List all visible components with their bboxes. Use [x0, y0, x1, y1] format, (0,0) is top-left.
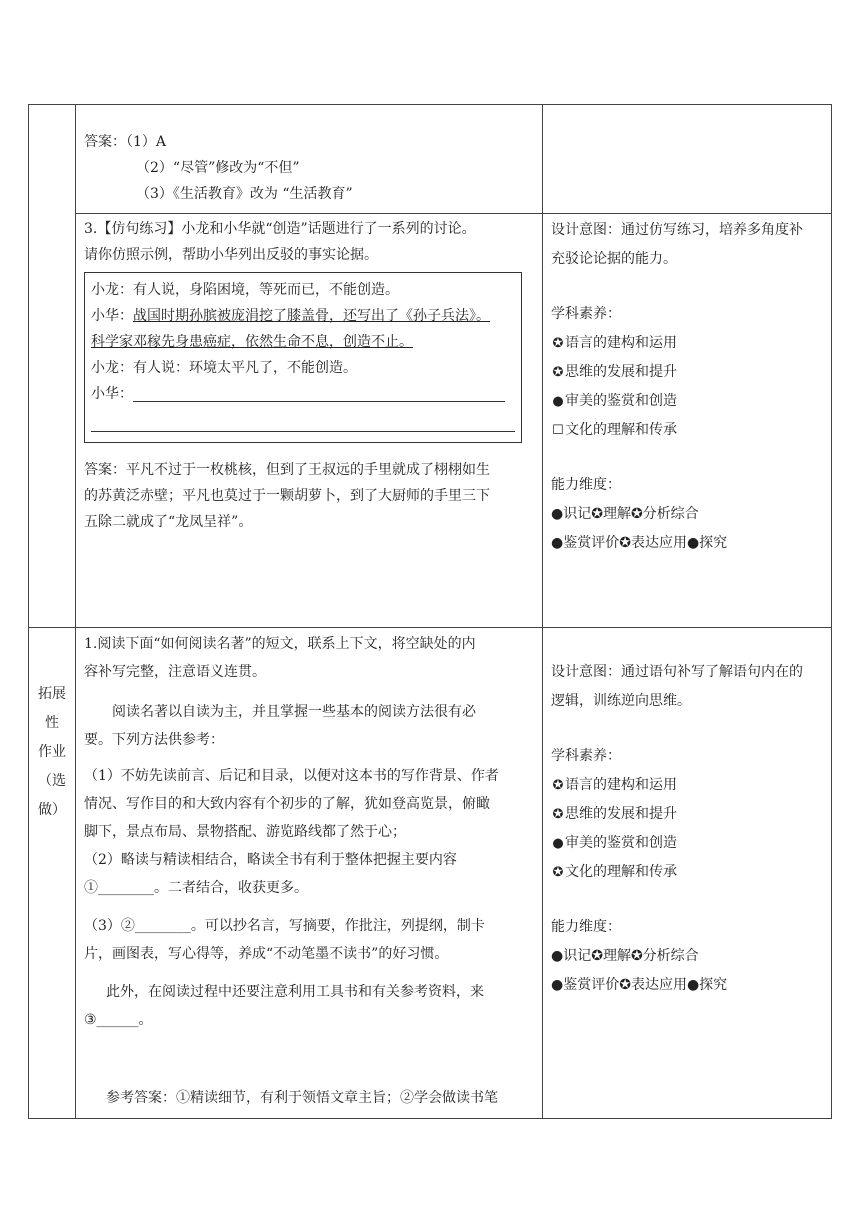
- literacy-item: ✪ 文化的理解和传承: [551, 858, 823, 887]
- answer-line: （3）《生活教育》改为 “生活教育”: [136, 186, 353, 202]
- side-cell-empty: [543, 105, 832, 214]
- question-text: 1.阅读下面“如何阅读名著”的短文，联系上下文，将空缺处的内: [84, 636, 476, 652]
- design-cell: [543, 628, 832, 1119]
- dialogue-box: [84, 272, 522, 443]
- question-cell: [76, 214, 543, 628]
- dialogue-line: 小龙：有人说，身陷困境，等死而已，不能创造。: [91, 282, 399, 298]
- literacy-title: 学科素养：: [551, 306, 621, 322]
- design-intent: 设计意图：通过仿写练习，培养多角度补: [551, 222, 803, 238]
- hollow-star-icon: ✪: [552, 778, 564, 793]
- answer-line: 答案：（1）A: [84, 134, 167, 150]
- category-label: 性: [45, 715, 59, 731]
- label-cell-empty: [29, 105, 76, 628]
- passage-text: 阅读名著以自读为主，并且掌握一些基本的阅读方法很有必: [112, 704, 476, 720]
- passage-text: 情况、写作目的和大致内容有个初步的了解，犹如登高览景，俯瞰: [84, 796, 490, 812]
- hollow-star-icon: ✪: [552, 336, 564, 351]
- answer-text: 的苏黄泛赤壁；平凡也莫过于一颗胡萝卜，到了大厨师的手里三下: [84, 488, 490, 504]
- ability-title: 能力维度：: [551, 477, 621, 493]
- question-text: 请你仿照示例，帮助小华列出反驳的事实论据。: [84, 247, 378, 263]
- dialogue-line: [91, 329, 515, 355]
- table-row: [29, 105, 832, 214]
- category-label: （选: [38, 773, 66, 789]
- passage-text: ①________。二者结合，收获更多。: [84, 880, 308, 896]
- passage-text: （3）②________。可以抄名言，写摘要，作批注，列提纲，制卡: [84, 918, 485, 934]
- design-intent: 设计意图：通过语句补写了解语句内在的: [551, 664, 803, 680]
- filled-circle-icon: ●: [552, 394, 564, 409]
- dialogue-line: [91, 381, 515, 407]
- answer-blank[interactable]: [133, 387, 505, 402]
- extension-question-cell: [76, 628, 543, 1119]
- answer-text: 五除二就成了“龙凤呈祥”。: [84, 514, 253, 530]
- literacy-item: ✪ 思维的发展和提升: [551, 358, 823, 387]
- design-intent: 充驳论论据的能力。: [551, 251, 677, 267]
- category-label: 拓展: [38, 686, 66, 702]
- category-label: 作业: [38, 744, 66, 760]
- dialogue-line: 小龙：有人说：环境太平凡了，不能创造。: [91, 360, 357, 376]
- table-row: [29, 214, 832, 628]
- answer-line: （2）“尽管”修改为“不但”: [136, 160, 300, 176]
- passage-text: 脚下，景点布局、景物搭配、游览路线都了然于心；: [84, 824, 406, 840]
- literacy-item: ✪ 语言的建构和运用: [551, 771, 823, 800]
- design-cell: [543, 214, 832, 628]
- answer-cell: [76, 105, 543, 214]
- literacy-title: 学科素养：: [551, 748, 621, 764]
- filled-circle-icon: ●: [552, 836, 564, 851]
- question-text: 容补写完整，注意语义连贯。: [84, 664, 266, 680]
- lesson-table: [28, 104, 832, 1119]
- underlined-text: 科学家邓稼先身患癌症，依然生命不息，创造不止。: [91, 334, 413, 350]
- category-label: 做）: [38, 802, 66, 818]
- ability-row: ●鉴赏评价✪表达应用●探究: [551, 535, 728, 551]
- literacy-item: ✪ 语言的建构和运用: [551, 329, 823, 358]
- literacy-item: ●审美的鉴赏和创造: [551, 829, 823, 858]
- ability-row: ●识记✪理解✪分析综合: [551, 506, 699, 522]
- hollow-star-icon: ✪: [552, 365, 564, 380]
- dialogue-line: [91, 303, 515, 329]
- speaker-label: 小华：: [91, 386, 133, 402]
- speaker-label: 小华：: [91, 308, 133, 324]
- passage-text: 此外，在阅读过程中还要注意利用工具书和有关参考资料，来: [106, 984, 484, 1000]
- passage-text: （2）略读与精读相结合，略读全书有利于整体把握主要内容: [84, 852, 457, 868]
- literacy-item: ✪ 思维的发展和提升: [551, 800, 823, 829]
- underlined-text: 战国时期孙膑被庞涓挖了膝盖骨，还写出了《孙子兵法》。: [133, 308, 490, 324]
- question-text: 3.【仿句练习】小龙和小华就“创造”话题进行了一系列的讨论。: [84, 221, 476, 237]
- reference-answer: 参考答案：①精读细节，有利于领悟文章主旨；②学会做读书笔: [106, 1090, 498, 1106]
- checkbox-icon: ☐: [552, 423, 564, 438]
- hollow-star-icon: ✪: [552, 807, 564, 822]
- passage-text: （1）不妨先读前言、后记和目录，以便对这本书的写作背景、作者: [84, 768, 499, 784]
- passage-text: ③______。: [84, 1012, 153, 1028]
- ability-row: ●鉴赏评价✪表达应用●探究: [551, 977, 728, 993]
- answer-text: 答案：平凡不过于一枚桃核，但到了王叔远的手里就成了栩栩如生: [84, 462, 490, 478]
- hollow-star-icon: ✪: [552, 865, 564, 880]
- design-intent: 逻辑，训练逆向思维。: [551, 693, 691, 709]
- passage-text: 片，画图表，写心得等，养成“不动笔墨不读书”的好习惯。: [84, 946, 449, 962]
- passage-text: 要。下列方法供参考：: [84, 732, 224, 748]
- answer-blank[interactable]: [91, 409, 515, 432]
- literacy-item: ☐文化的理解和传承: [551, 416, 823, 445]
- table-row: [29, 628, 832, 1119]
- category-label-cell: [29, 628, 76, 1119]
- literacy-item: ●审美的鉴赏和创造: [551, 387, 823, 416]
- ability-title: 能力维度：: [551, 919, 621, 935]
- ability-row: ●识记✪理解✪分析综合: [551, 948, 699, 964]
